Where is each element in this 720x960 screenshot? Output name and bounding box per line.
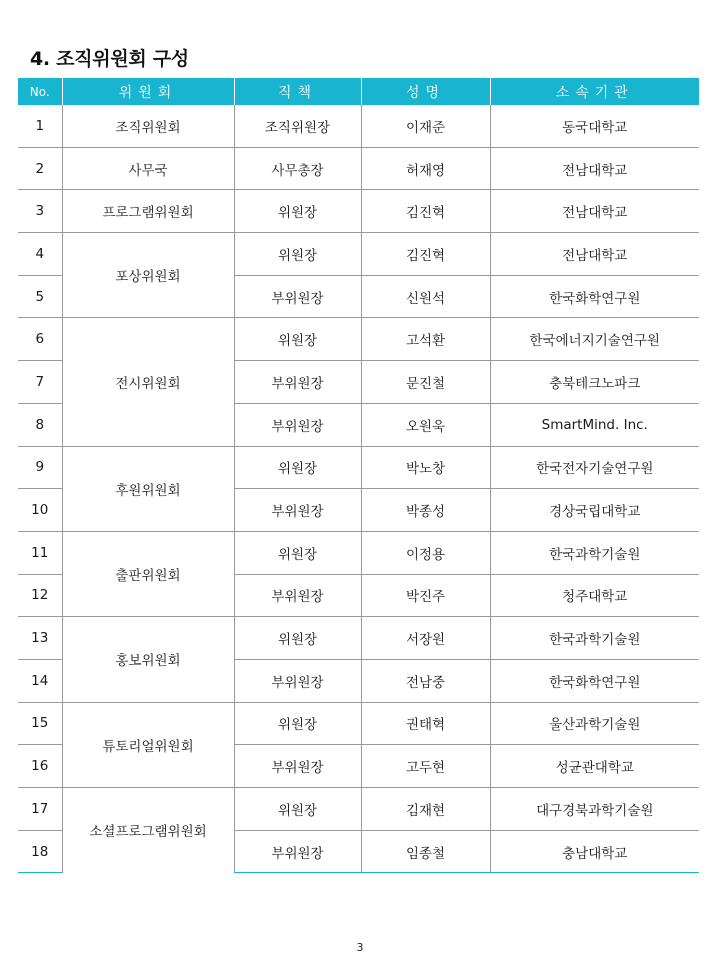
cell-committee: 포상위원회	[62, 233, 234, 318]
cell-name: 박노창	[361, 446, 490, 489]
cell-affiliation: 대구경북과학기술원	[490, 788, 699, 831]
cell-role: 부위원장	[234, 659, 361, 702]
cell-no: 10	[18, 489, 62, 532]
table-row	[18, 147, 699, 190]
cell-role: 위원장	[234, 318, 361, 361]
table-row	[18, 233, 699, 276]
cell-name: 이재준	[361, 105, 490, 147]
cell-role: 위원장	[234, 446, 361, 489]
table-row	[18, 105, 699, 147]
header-name: 성명	[361, 78, 490, 105]
cell-committee: 프로그램위원회	[62, 190, 234, 233]
cell-no: 6	[18, 318, 62, 361]
cell-name: 신원석	[361, 275, 490, 318]
cell-role: 조직위원장	[234, 105, 361, 147]
cell-role: 부위원장	[234, 830, 361, 873]
cell-no: 13	[18, 617, 62, 660]
cell-affiliation: 울산과학기술원	[490, 702, 699, 745]
cell-name: 김진혁	[361, 233, 490, 276]
cell-affiliation: SmartMind. Inc.	[490, 403, 699, 446]
header-committee: 위원회	[62, 78, 234, 105]
cell-affiliation: 한국화학연구원	[490, 659, 699, 702]
cell-affiliation: 한국에너지기술연구원	[490, 318, 699, 361]
cell-role: 부위원장	[234, 745, 361, 788]
cell-name: 이정용	[361, 531, 490, 574]
header-role: 직책	[234, 78, 361, 105]
cell-no: 14	[18, 659, 62, 702]
table-row	[18, 702, 699, 745]
table-body	[18, 105, 699, 873]
cell-affiliation: 한국전자기술연구원	[490, 446, 699, 489]
cell-no: 9	[18, 446, 62, 489]
cell-name: 오원욱	[361, 403, 490, 446]
cell-no: 1	[35, 117, 45, 134]
cell-affiliation: 전남대학교	[490, 233, 699, 276]
cell-name: 문진철	[361, 361, 490, 404]
table-row	[18, 446, 699, 489]
cell-affiliation: 성균관대학교	[490, 745, 699, 788]
cell-affiliation: 경상국립대학교	[490, 489, 699, 532]
cell-committee: 전시위원회	[62, 318, 234, 446]
cell-name: 전남중	[361, 659, 490, 702]
table-row	[18, 318, 699, 361]
cell-committee: 소셜프로그램위원회	[62, 788, 234, 873]
cell-role: 위원장	[234, 190, 361, 233]
cell-name: 고두현	[361, 745, 490, 788]
cell-role: 위원장	[234, 702, 361, 745]
cell-affiliation: 동국대학교	[490, 105, 699, 147]
cell-affiliation: 전남대학교	[490, 190, 699, 233]
table-row	[18, 788, 699, 831]
cell-committee: 조직위원회	[62, 105, 234, 147]
cell-name: 김진혁	[361, 190, 490, 233]
cell-role: 위원장	[234, 531, 361, 574]
cell-committee: 사무국	[62, 147, 234, 190]
cell-role: 부위원장	[234, 574, 361, 617]
cell-no: 3	[18, 190, 62, 233]
cell-role: 부위원장	[234, 361, 361, 404]
cell-name: 고석환	[361, 318, 490, 361]
cell-affiliation: 전남대학교	[490, 147, 699, 190]
cell-no: 4	[18, 233, 62, 276]
cell-no: 16	[18, 745, 62, 788]
cell-committee: 튜토리얼위원회	[62, 702, 234, 787]
table-header-row	[18, 78, 699, 105]
cell-no: 17	[18, 788, 62, 831]
page-number: 3	[356, 941, 364, 954]
header-no: No.	[18, 78, 62, 105]
header-affiliation: 소속기관	[490, 78, 699, 105]
cell-role: 위원장	[234, 617, 361, 660]
cell-affiliation: 한국화학연구원	[490, 275, 699, 318]
cell-no: 5	[18, 275, 62, 318]
cell-role: 위원장	[234, 233, 361, 276]
cell-affiliation: 한국과학기술원	[490, 531, 699, 574]
committee-table	[18, 78, 699, 873]
cell-role: 사무총장	[234, 147, 361, 190]
cell-name: 허재영	[361, 147, 490, 190]
cell-committee: 후원위원회	[62, 446, 234, 531]
cell-role: 부위원장	[234, 489, 361, 532]
cell-committee: 출판위원회	[62, 531, 234, 616]
table-row	[18, 190, 699, 233]
cell-no: 8	[18, 403, 62, 446]
cell-no: 12	[18, 574, 62, 617]
cell-name: 박종성	[361, 489, 490, 532]
cell-role: 부위원장	[234, 403, 361, 446]
cell-role: 위원장	[234, 788, 361, 831]
cell-no: 7	[18, 361, 62, 404]
table-row	[18, 617, 699, 660]
cell-no: 11	[18, 531, 62, 574]
cell-role: 부위원장	[234, 275, 361, 318]
cell-no: 18	[18, 830, 62, 873]
cell-affiliation: 청주대학교	[490, 574, 699, 617]
cell-affiliation: 충남대학교	[490, 830, 699, 873]
cell-name: 김재현	[361, 788, 490, 831]
cell-name: 서장원	[361, 617, 490, 660]
section-title: 4. 조직위원회 구성	[30, 48, 189, 70]
cell-no: 2	[18, 147, 62, 190]
cell-committee: 홍보위원회	[62, 617, 234, 702]
table-row	[18, 531, 699, 574]
cell-name: 박진주	[361, 574, 490, 617]
cell-name: 권태혁	[361, 702, 490, 745]
cell-affiliation: 한국과학기술원	[490, 617, 699, 660]
cell-name: 임종철	[361, 830, 490, 873]
cell-no: 15	[18, 702, 62, 745]
cell-affiliation: 충북테크노파크	[490, 361, 699, 404]
